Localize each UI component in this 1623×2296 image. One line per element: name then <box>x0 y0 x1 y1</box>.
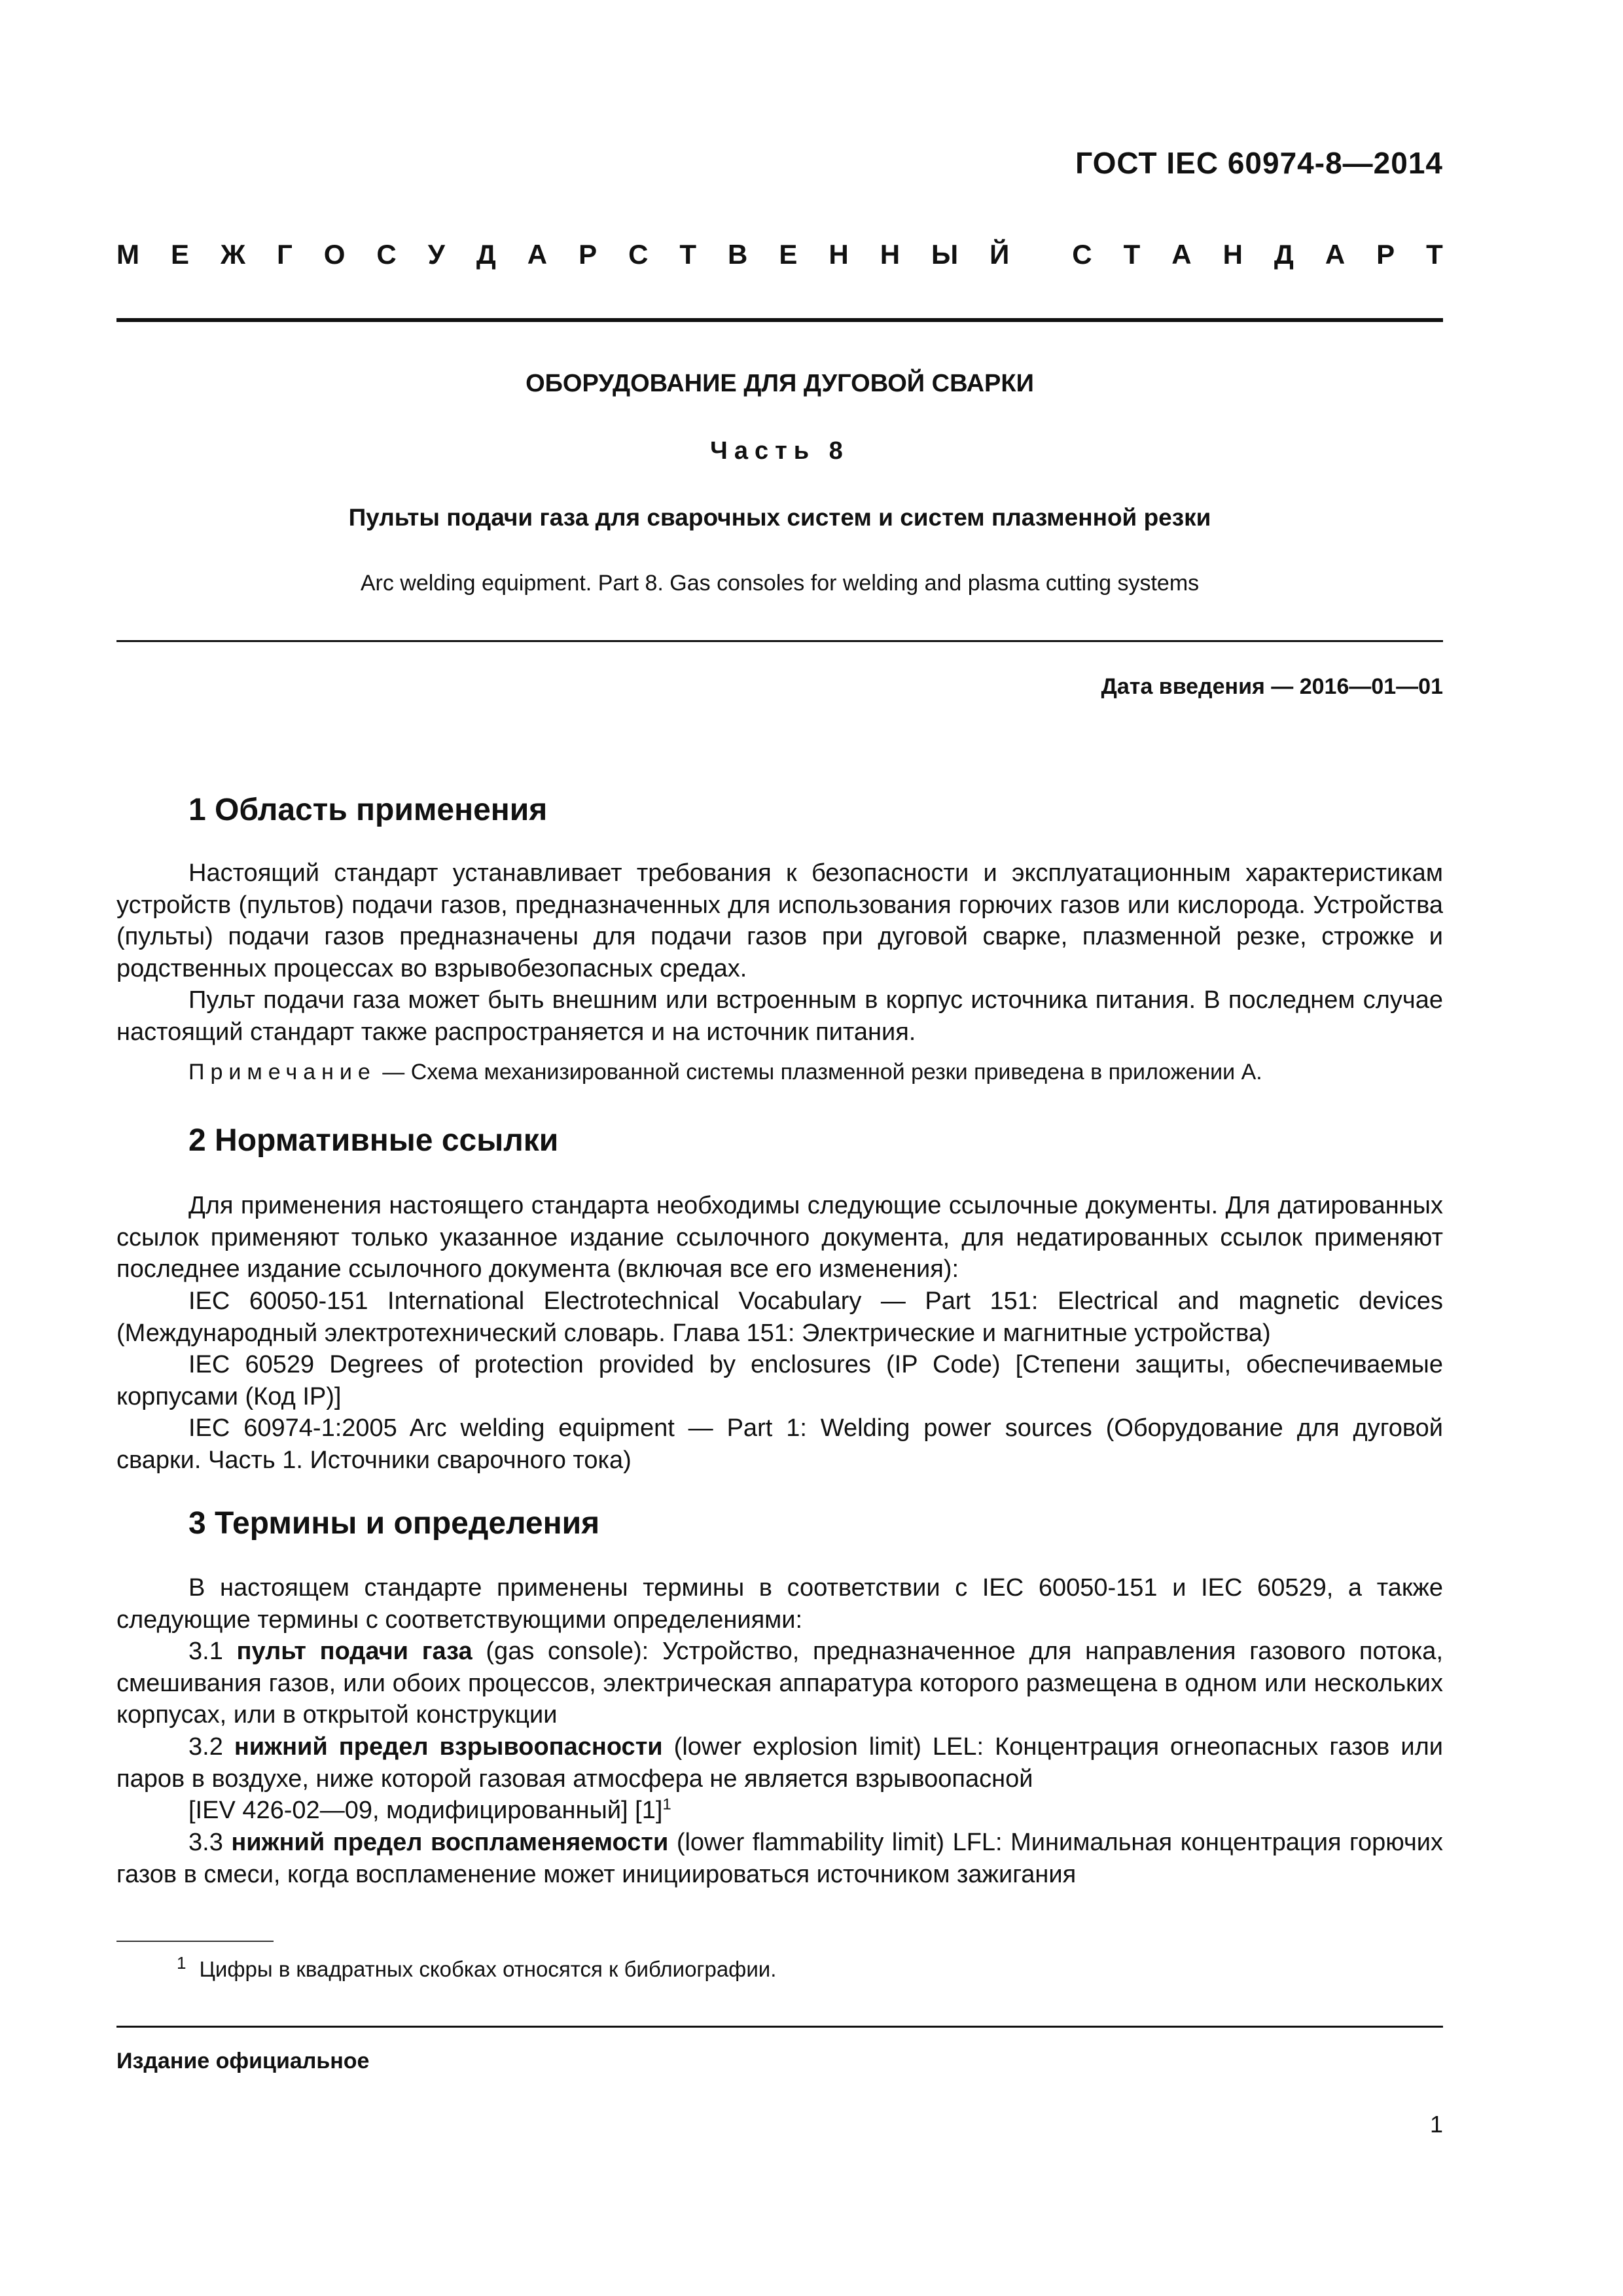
heading-letter: А <box>1171 239 1192 270</box>
heading-letter: Е <box>170 239 189 270</box>
heading-letter: Д <box>476 239 496 270</box>
title-rule <box>116 640 1443 642</box>
heading-letter: А <box>527 239 548 270</box>
paragraph: Для применения настоящего стандарта необходимы следующие ссылочные документы. Для датированных ссылок применяют только указанное издание ссылочного документа, для недатированных ссылок применяют последнее издание ссылочного документа (включая все его изменения): <box>116 1192 1443 1283</box>
heading-letter: Т <box>1123 239 1141 270</box>
term-number: 3.2 <box>188 1733 234 1761</box>
heading-letter: М <box>116 239 139 270</box>
footnote-mark: 1 <box>177 1953 187 1973</box>
heading-letter: Н <box>1222 239 1243 270</box>
heading-letter: Т <box>1426 239 1443 270</box>
term-reference: [IEV 426-02—09, модифицированный] [1] <box>188 1797 663 1824</box>
heading-letter: О <box>323 239 346 270</box>
edition-label: Издание официальное <box>116 2049 370 2073</box>
english-title: Arc welding equipment. Part 8. Gas consoles for welding and plasma cutting systems <box>360 571 1200 596</box>
paragraph: Настоящий стандарт устанавливает требования к безопасности и эксплуатационным характеристикам устройств (пультов) подачи газов, предназначенных для использования горючих газов или кислорода. Устройства (пульты) подачи газов предназначены для подачи газов при дуговой сварке, плазменной резке, строжке и родственных процессах во взрывобезопасных средах. <box>116 859 1443 982</box>
reference-item: IEC 60529 Degrees of protection provided by enclosures (IP Code) [Степени защиты, обеспечиваемые корпусами (Код IP)] <box>116 1351 1443 1410</box>
heading-letter: Ы <box>931 239 959 270</box>
heading-letter: Р <box>1376 239 1395 270</box>
document-subtitle: Пульты подачи газа для сварочных систем и систем плазменной резки <box>348 504 1211 531</box>
paragraph: В настоящем стандарте применены термины в соответствии с IEC 60050-151 и IEC 60529, а также следующие термины с соответствующими определениями: <box>116 1574 1443 1634</box>
standard-type-heading <box>116 239 1443 270</box>
heading-letter: А <box>1325 239 1346 270</box>
footnote-mark: 1 <box>662 1795 671 1814</box>
document-code: ГОСТ IEC 60974-8—2014 <box>1075 146 1443 180</box>
term-text: (lower explosion limit) LEL: Концентрация огнеопасных газов или паров в воздухе, ниже которой газовая атмосфера не является взрывоопасной <box>116 1733 1443 1793</box>
footer-rule <box>116 2026 1443 2028</box>
term-definition <box>116 1731 1443 1795</box>
footnote-rule <box>116 1941 274 1942</box>
term-text: (lower flammability limit) LFL: Минимальная концентрация горючих газов в смеси, когда воспламенение может инициироваться источником зажигания <box>116 1829 1443 1888</box>
term-definition <box>116 1636 1443 1731</box>
term-number: 3.1 <box>188 1638 237 1665</box>
note-text: — Схема механизированной системы плазменной резки приведена в приложении А. <box>376 1060 1262 1085</box>
section-heading-scope: 1 Область применения <box>188 793 548 827</box>
heading-letter: Г <box>276 239 293 270</box>
heading-letter: Р <box>579 239 597 270</box>
heading-letter: Н <box>829 239 849 270</box>
section-heading-terms: 3 Термины и определения <box>188 1506 600 1541</box>
term-source <box>116 1795 1443 1827</box>
term: пульт подачи газа <box>236 1638 473 1665</box>
header-rule <box>116 318 1443 322</box>
heading-letter: Н <box>880 239 901 270</box>
term: нижний предел взрывоопасности <box>234 1733 663 1761</box>
introduction-date: Дата введения — 2016—01—01 <box>1101 674 1443 699</box>
part-title: Часть 8 <box>710 437 849 465</box>
heading-letter: С <box>376 239 397 270</box>
paragraph: Пульт подачи газа может быть внешним или встроенным в корпус источника питания. В последнем случае настоящий стандарт также распространяется и на источник питания. <box>116 986 1443 1046</box>
footnote-text: Цифры в квадратных скобках относятся к библиографии. <box>199 1957 777 1981</box>
term-text: (gas console): Устройство, предназначенное для направления газового потока, смешивания газов, или обоих процессов, электрическая аппаратура которого размещена в одном или нескольких корпусах, или в открытой конструкции <box>116 1638 1444 1729</box>
heading-letter: С <box>1072 239 1092 270</box>
reference-item: IEC 60974-1:2005 Arc welding equipment — Part 1: Welding power sources (Оборудование для дуговой сварки. Часть 1. Источники сварочного тока) <box>116 1414 1443 1474</box>
document-title: ОБОРУДОВАНИЕ ДЛЯ ДУГОВОЙ СВАРКИ <box>526 370 1034 397</box>
page-number: 1 <box>1429 2111 1443 2138</box>
heading-letter: Е <box>779 239 798 270</box>
heading-letter: С <box>628 239 649 270</box>
heading-letter: У <box>427 239 445 270</box>
heading-letter: Т <box>679 239 697 270</box>
note <box>116 1056 1443 1088</box>
term-number: 3.3 <box>188 1829 232 1856</box>
note-label: Примечание <box>188 1060 376 1085</box>
footnote <box>177 1953 777 1982</box>
term: нижний предел воспламеняемости <box>231 1829 669 1856</box>
term-definition <box>116 1827 1443 1890</box>
reference-item: IEC 60050-151 International Electrotechnical Vocabulary — Part 151: Electrical and magnetic devices (Международный электротехнический словарь. Глава 151: Электрические и магнитные устройства) <box>116 1287 1443 1347</box>
section-heading-references: 2 Нормативные ссылки <box>188 1123 559 1158</box>
heading-letter: Ж <box>220 239 245 270</box>
heading-letter: Й <box>990 239 1010 270</box>
heading-letter: В <box>728 239 748 270</box>
heading-letter: Д <box>1274 239 1294 270</box>
